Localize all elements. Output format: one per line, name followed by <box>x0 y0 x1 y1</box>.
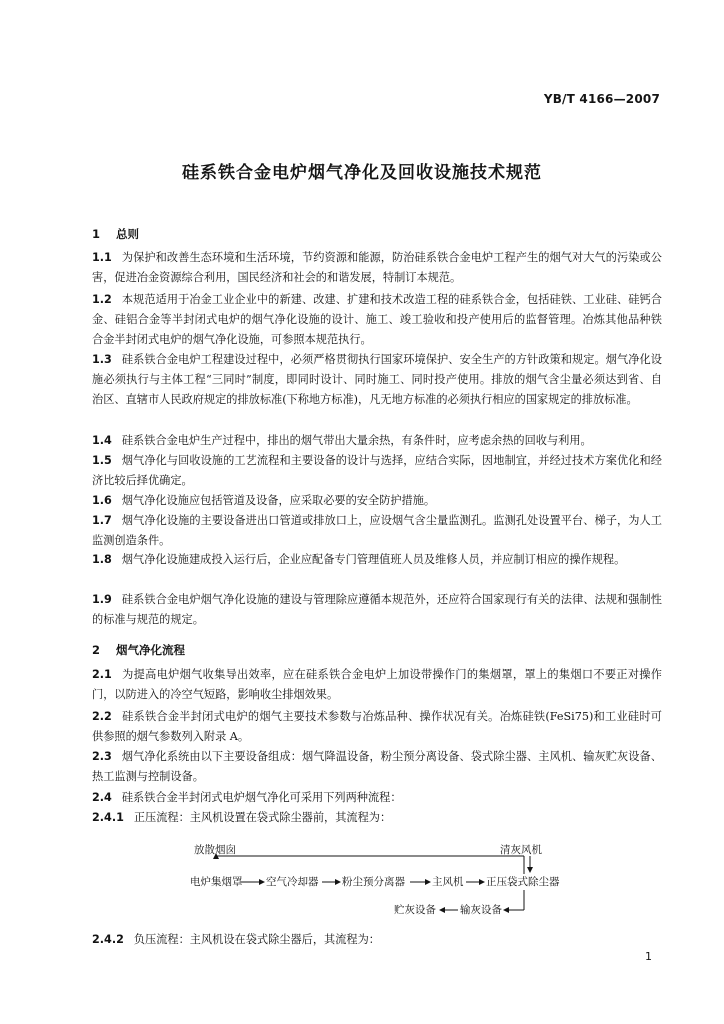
clause-text: 为保护和改善生态环境和生活环境，节约资源和能源，防治硅系铁合金电炉工程产生的烟气对大气的污染或公害，促进冶金资源综合利用，国民经济和社会的和谐发展，特制订本规范。 <box>92 251 662 284</box>
clause-number: 2.4.1 <box>92 811 124 824</box>
node-air-cooler: 空气冷却器 <box>266 876 319 888</box>
clause-text: 烟气净化设施的主要设备进出口管道或排放口上，应设烟气含尘量监测孔。监测孔处设置平台、梯子，为人工监测创造条件。 <box>92 514 662 547</box>
node-chimney: 放散烟囱 <box>194 844 236 856</box>
node-ash-conveyor: 输灰设备 <box>460 904 502 916</box>
clause-number: 1.1 <box>92 251 112 264</box>
clause-number: 2.4.2 <box>92 933 124 946</box>
node-baghouse: 正压袋式除尘器 <box>486 876 560 888</box>
node-pre-separator: 粉尘预分离器 <box>342 876 405 888</box>
clause-text: 烟气净化系统由以下主要设备组成：烟气降温设备，粉尘预分离设备、袋式除尘器、主风机、输灰贮灰设备、热工监测与控制设备。 <box>92 750 662 783</box>
clause-text: 烟气净化与回收设施的工艺流程和主要设备的设计与选择，应结合实际，因地制宜，并经过技术方案优化和经济比较后择优确定。 <box>92 454 662 487</box>
clause-text: 正压流程：主风机设置在袋式除尘器前，其流程为： <box>133 811 392 824</box>
clause-number: 1.6 <box>92 494 112 507</box>
section-title: 烟气净化流程 <box>116 643 185 657</box>
clause-number: 1.9 <box>92 593 112 606</box>
clause-number: 1.4 <box>92 434 112 447</box>
clause-text: 本规范适用于冶金工业企业中的新建、改建、扩建和技术改造工程的硅系铁合金，包括硅铁、工业硅、硅钙合金、硅铝合金等半封闭式电炉的烟气净化设施的设计、施工、竣工验收和投产使用后的监督管理。冶炼其他品种铁合金半封闭式电炉的烟气净化设施，可参照本规范执行。 <box>92 293 662 346</box>
clause-text: 为提高电炉烟气收集导出效率，应在硅系铁合金电炉上加设带操作门的集烟罩，罩上的集烟口不要正对操作门，以防进入的冷空气短路，影响收尘排烟效果。 <box>92 668 662 701</box>
clause-number: 1.2 <box>92 293 112 306</box>
clause-number: 1.7 <box>92 514 112 527</box>
section-title: 总则 <box>116 227 139 241</box>
clause-number: 2.2 <box>92 710 112 723</box>
clause-text: 烟气净化设施应包括管道及设备，应采取必要的安全防护措施。 <box>121 494 436 507</box>
clause-number: 2.3 <box>92 750 112 763</box>
page-number: 1 <box>645 950 652 963</box>
clause-number: 2.1 <box>92 668 112 681</box>
clause-text: 硅系铁合金电炉工程建设过程中，必须严格贯彻执行国家环境保护、安全生产的方针政策和规定。烟气净化设施必须执行与主体工程“三同时”制度，即同时设计、同时施工、同时投产使用。排放的烟气含尘量必须达到省、自治区、直辖市人民政府规定的排放标准(下称地方标准)，凡无地方标准的必须执行相应的国家规定的排放标准。 <box>92 353 662 406</box>
node-clean-gas-fan: 清灰风机 <box>500 844 542 856</box>
clause-text: 烟气净化设施建成投入运行后，企业应配备专门管理值班人员及维修人员，并应制订相应的操作规程。 <box>121 553 626 566</box>
node-ash-storage: 贮灰设备 <box>394 904 436 916</box>
clause-number: 1.5 <box>92 454 112 467</box>
clause-text: 硅系铁合金半封闭式电炉的烟气主要技术参数与冶炼品种、操作状况有关。冶炼硅铁(FeSi75)和工业硅时可供参照的烟气参数列入附录 A。 <box>92 710 662 743</box>
clause-number: 1.3 <box>92 353 112 366</box>
section-number: 1 <box>92 227 101 241</box>
clause-number: 1.8 <box>92 553 112 566</box>
clause-number: 2.4 <box>92 791 112 804</box>
clause-text: 硅系铁合金半封闭式电炉烟气净化可采用下列两种流程： <box>121 791 402 804</box>
node-furnace-hood: 电炉集烟罩 <box>190 876 243 888</box>
section-number: 2 <box>92 643 101 657</box>
clause-text: 硅系铁合金电炉烟气净化设施的建设与管理除应遵循本规范外，还应符合国家现行有关的法律、法规和强制性的标准与规范的规定。 <box>92 593 662 626</box>
clause-text: 硅系铁合金电炉生产过程中，排出的烟气带出大量余热，有条件时，应考虑余热的回收与利用。 <box>121 434 592 447</box>
clause-text: 负压流程：主风机设在袋式除尘器后，其流程为： <box>133 933 380 946</box>
document-title: 硅系铁合金电炉烟气净化及回收设施技术规范 <box>182 163 542 183</box>
node-main-fan: 主风机 <box>432 876 464 888</box>
standard-code: YB/T 4166—2007 <box>543 92 660 106</box>
